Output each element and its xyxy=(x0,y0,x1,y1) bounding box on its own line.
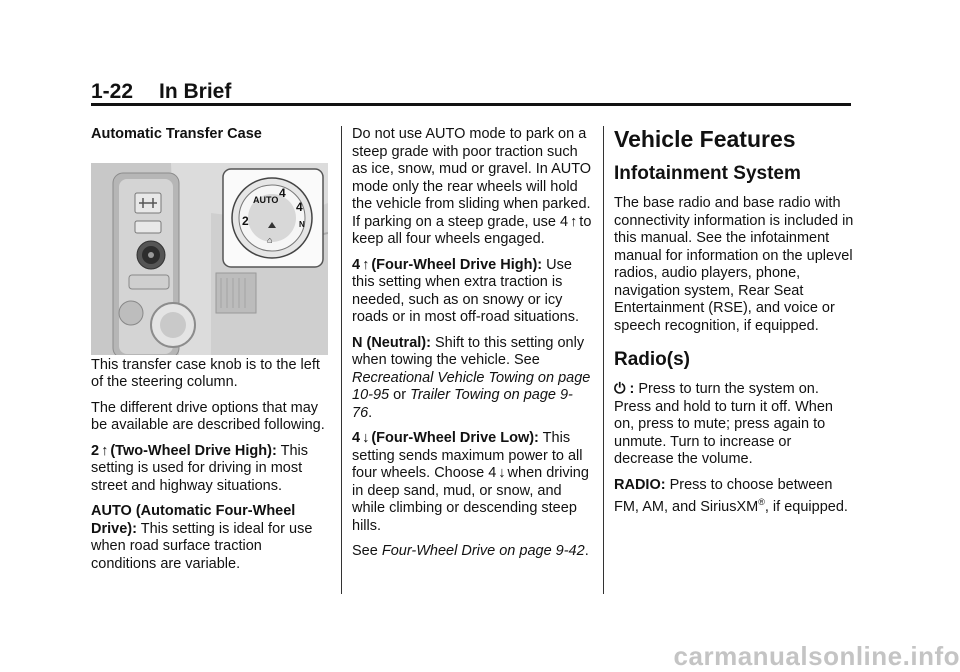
setting-text: This setting is ideal for use when road surface traction conditions are variable. xyxy=(91,520,313,572)
setting-text: This setting sends maximum power to all four wheels. Choose 4 xyxy=(352,430,583,481)
setting-label: (Two-Wheel Drive High): xyxy=(110,442,277,459)
down-arrow-icon: ↓ xyxy=(498,465,506,481)
registered-mark: ® xyxy=(758,497,765,507)
paragraph-power xyxy=(614,381,854,469)
paragraph-4hi xyxy=(352,257,592,327)
svg-text:4: 4 xyxy=(279,186,286,200)
up-arrow-icon: ↑ xyxy=(101,442,109,459)
section-heading: Vehicle Features xyxy=(614,126,796,152)
link-rv-towing[interactable]: Recreational Vehicle Towing on page 10-95 xyxy=(352,369,591,403)
subsection-heading: Infotainment System xyxy=(614,163,801,184)
paragraph-auto xyxy=(91,503,331,573)
text: or xyxy=(393,387,407,403)
paragraph-2wd xyxy=(91,443,331,496)
figure-heading: Automatic Transfer Case xyxy=(91,126,262,142)
text: , if equipped. xyxy=(764,498,848,515)
paragraph-see xyxy=(352,543,592,561)
paragraph: The different drive options that may be available are described following. xyxy=(91,399,325,433)
setting-label: (Four-Wheel Drive Low): xyxy=(371,430,539,446)
header-rule xyxy=(91,103,851,106)
section-title: In Brief xyxy=(159,80,232,103)
text: Press to turn the system on. Press and hold to turn it off. When on, press to mute; press again to unmute. Turn to increase or decrease the volume. xyxy=(614,381,833,467)
setting-label: N (Neutral): xyxy=(352,334,431,351)
setting-text: when driving in deep sand, mud, or snow, and while climbing or descending steep hills. xyxy=(352,465,589,534)
setting-text: This setting is used for driving in most street and highway situations. xyxy=(91,442,308,494)
paragraph: This transfer case knob is to the left of the steering column. xyxy=(91,356,320,390)
paragraph: The base radio and base radio with connectivity information is included in this manual. See the infotainment manual for information on the uplevel radios, audio players, phone, navigation system, Rear Seat Entertainment (RSE), and voice or speech recognition, if equipped. xyxy=(614,195,854,334)
setting-label: (Four-Wheel Drive High): xyxy=(371,256,543,273)
setting-number: 4 xyxy=(352,256,361,273)
power-icon: ⏻ : xyxy=(614,381,635,397)
setting-label: RADIO: xyxy=(614,476,666,493)
up-arrow-icon: ↑ xyxy=(362,256,370,273)
transfer-case-svg xyxy=(91,163,328,355)
setting-number: 2 xyxy=(91,442,100,459)
paragraph-4lo xyxy=(352,430,592,535)
svg-text:4: 4 xyxy=(296,200,303,214)
down-arrow-icon: ↓ xyxy=(362,430,370,446)
text: Press to choose between FM, AM, and SiriusXM xyxy=(614,476,833,515)
page-number: 1-22 xyxy=(91,80,134,103)
svg-text:N: N xyxy=(299,220,305,229)
link-4wd[interactable]: Four-Wheel Drive on page 9-42 xyxy=(381,543,585,559)
up-arrow-icon: ↑ xyxy=(570,213,578,230)
paragraph-radio xyxy=(614,477,854,517)
setting-text: Shift to this setting only when towing the vehicle. See xyxy=(352,334,585,368)
svg-text:⌂: ⌂ xyxy=(267,235,273,245)
paragraph xyxy=(352,126,592,249)
setting-text: Use this setting when extra traction is needed, such as on snowy or icy roads or in most off-road situations. xyxy=(352,256,580,325)
column-divider xyxy=(341,126,342,594)
setting-label: AUTO (Automatic Four-Wheel Drive): xyxy=(91,503,296,537)
text: to keep all four wheels engaged. xyxy=(352,213,592,247)
column-3 xyxy=(614,126,854,524)
watermark: carmanualsonline.info xyxy=(673,641,960,671)
link-trailer-towing[interactable]: Trailer Towing on page 9-76 xyxy=(352,387,573,421)
text: . xyxy=(584,543,589,559)
svg-text:2: 2 xyxy=(242,214,249,228)
paragraph-neutral xyxy=(352,335,592,423)
subsection-heading: Radio(s) xyxy=(614,349,690,370)
column-2 xyxy=(352,126,592,569)
setting-number: 4 xyxy=(352,430,361,446)
svg-text:AUTO: AUTO xyxy=(253,195,279,205)
column-divider xyxy=(603,126,604,594)
text: Do not use AUTO mode to park on a steep grade with poor traction such as ice, snow, mud or gravel. In AUTO mode only the rear wheels will hold the vehicle from sliding when parked. If parking on a steep grade, use 4 xyxy=(352,126,592,230)
transfer-case-illustration xyxy=(91,163,328,355)
text: . xyxy=(368,404,373,421)
text: See xyxy=(352,543,378,559)
